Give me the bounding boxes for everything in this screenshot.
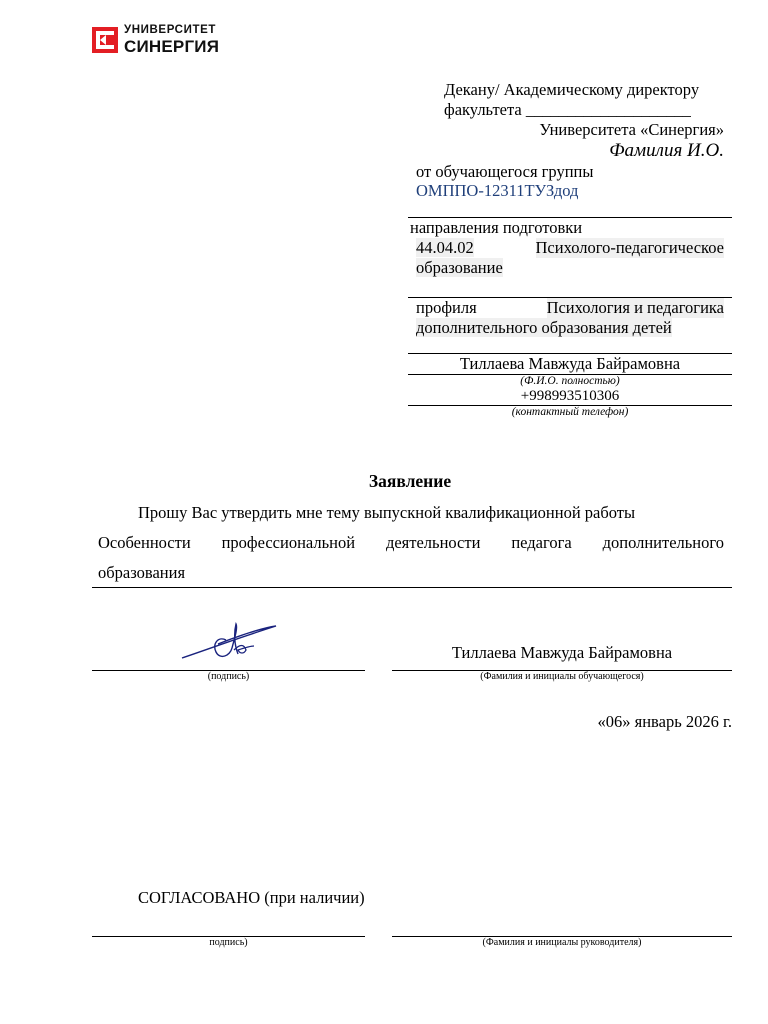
profile-word: профиля [416,298,477,317]
direction-code: 44.04.02 [416,238,474,257]
direction-name-2-wrap [416,258,503,278]
request-text: Прошу Вас утвердить мне тему выпускной квалификационной работы [138,503,636,522]
direction-row [416,238,724,258]
approval-label: СОГЛАСОВАНО (при наличии) [138,888,365,907]
addressee-line1: Декану/ Академическому директору [444,80,700,99]
signer-name: Тиллаева Мавжуда Байрамовна [451,643,673,662]
topic-underline [92,587,732,588]
handwritten-signature-icon [178,614,282,664]
topic-line1: Особенности профессиональной деятельности педагога дополнительного [98,533,724,552]
name-caption: (Фамилия и инициалы обучающегося) [480,671,644,682]
profile-text-2: дополнительного образования детей [416,318,672,337]
student-phone: +998993510306 [520,388,620,404]
profile-text-2-wrap [416,318,672,338]
approval-name-caption: (Фамилия и инициалы руководителя) [482,937,642,948]
direction-name-2: образование [416,258,503,277]
addressee-line2: факультета ____________________ [444,100,691,119]
from-group-label: от обучающегося группы [416,162,594,181]
topic-line2: образования [98,563,186,582]
profile-row [416,298,724,318]
approval-signature-caption: подпись) [209,937,248,948]
student-full-name: Тиллаева Мавжуда Байрамовна [459,354,681,373]
university-logo-text [124,25,219,55]
application-date: «06» январь 2026 г. [597,712,732,731]
group-code: ОМППО-12311ТУЗдод [416,181,579,200]
logo-line1: УНИВЕРСИТЕТ [124,24,216,36]
document-title: Заявление [368,471,452,491]
direction-name-1: Психолого-педагогическое [535,238,724,257]
profile-text-1: Психология и педагогика [546,298,724,317]
signature-caption: (подпись) [207,671,250,682]
synergy-logo-icon [92,27,118,53]
direction-label: направления подготовки [410,218,583,237]
fio-caption: (Ф.И.О. полностью) [520,375,620,387]
logo-line2: СИНЕРГИЯ [124,36,220,56]
phone-caption: (контактный телефон) [511,406,629,418]
university-name: Университета «Синергия» [539,120,724,139]
dean-name: Фамилия И.О. [609,140,724,161]
